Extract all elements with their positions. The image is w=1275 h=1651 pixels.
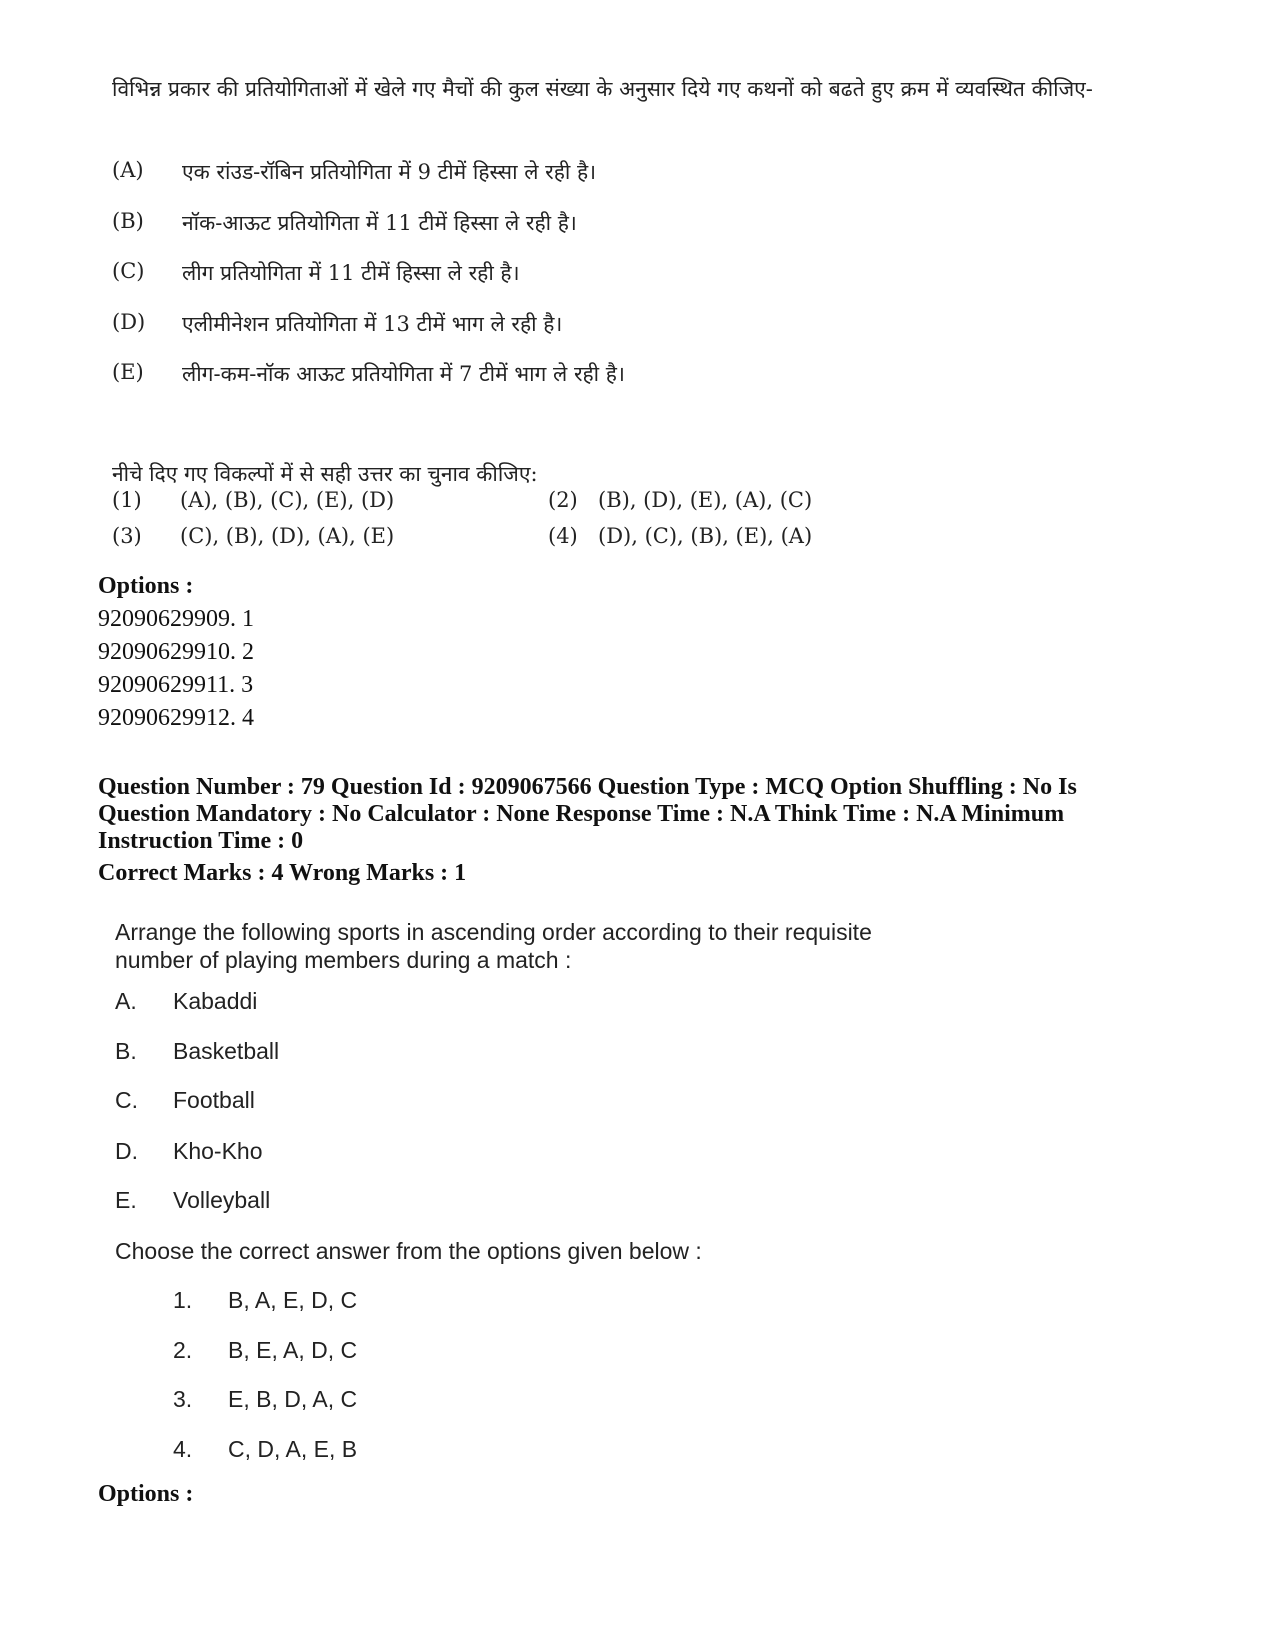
statement-label: (A) <box>112 158 144 182</box>
statement-text: एलीमीनेशन प्रतियोगिता में 13 टीमें भाग ले रही है। <box>182 312 563 336</box>
statement-label: B. <box>115 1038 137 1064</box>
statement-text: Basketball <box>173 1038 280 1064</box>
statement-text: नॉक-आऊट प्रतियोगिता में 11 टीमें हिस्सा ले रही है। <box>182 211 577 235</box>
answer-text: E, B, D, A, C <box>228 1386 358 1412</box>
hindi-answer-3 <box>112 524 394 548</box>
english-statement-b <box>115 1038 279 1065</box>
statement-label: (E) <box>112 360 144 384</box>
hindi-choose-instruction: नीचे दिए गए विकल्पों में से सही उत्तर का चुनाव कीजिए: <box>112 462 538 486</box>
statement-label: E. <box>115 1187 137 1213</box>
options-heading: Options : <box>98 1481 194 1507</box>
question-meta-line: Question Number : 79 Question Id : 9209067566 Question Type : MCQ Option Shuffling : No Is <box>98 774 1077 800</box>
answer-text: B, E, A, D, C <box>228 1337 358 1363</box>
statement-label: (B) <box>112 209 144 233</box>
english-statement-d <box>115 1138 263 1165</box>
option-item: 92090629911. 3 <box>98 672 254 698</box>
english-answer-3 <box>173 1386 357 1413</box>
statement-text: एक रांउड-रॉबिन प्रतियोगिता में 9 टीमें हिस्सा ले रही है। <box>182 160 597 184</box>
answer-text: (C), (B), (D), (A), (E) <box>180 524 395 548</box>
hindi-answer-4 <box>548 524 812 548</box>
statement-label: A. <box>115 988 137 1014</box>
option-item: 92090629909. 1 <box>98 606 254 632</box>
hindi-question <box>112 72 1112 548</box>
stem-line: Arrange the following sports in ascending order according to their requisite <box>115 919 872 945</box>
english-answer-4 <box>173 1436 357 1463</box>
statement-text: Kabaddi <box>173 988 258 1014</box>
hindi-answer-1 <box>112 488 394 512</box>
answer-number: (1) <box>112 488 142 512</box>
stem-line: number of playing members during a match : <box>115 947 572 973</box>
statement-text: Kho-Kho <box>173 1138 263 1164</box>
answer-number: 2. <box>173 1337 193 1363</box>
answer-number: 1. <box>173 1287 193 1313</box>
question-meta <box>98 774 1077 887</box>
english-choose-instruction: Choose the correct answer from the options given below : <box>115 1238 702 1264</box>
hindi-question-stem: विभिन्न प्रकार की प्रतियोगिताओं में खेले गए मैचों की कुल संख्या के अनुसार दिये गए कथनों को बढते हुए क्रम में व्यवस्थित कीजिए- <box>112 77 1093 101</box>
english-statement-e <box>115 1187 270 1214</box>
question-meta-line: Question Mandatory : No Calculator : None Response Time : N.A Think Time : N.A Minimum <box>98 801 1065 827</box>
answer-text: B, A, E, D, C <box>228 1287 358 1313</box>
statement-label: (D) <box>112 310 146 334</box>
answer-number: (3) <box>112 524 142 548</box>
statement-label: C. <box>115 1087 138 1113</box>
answer-number: 4. <box>173 1436 193 1462</box>
answer-number: (2) <box>548 488 578 512</box>
option-item: 92090629912. 4 <box>98 705 254 731</box>
english-statement-a <box>115 988 257 1015</box>
answer-text: (D), (C), (B), (E), (A) <box>598 524 813 548</box>
english-statement-c <box>115 1087 255 1114</box>
question-marks: Correct Marks : 4 Wrong Marks : 1 <box>98 860 467 886</box>
statement-text: लीग प्रतियोगिता में 11 टीमें हिस्सा ले रही है। <box>182 261 520 285</box>
statement-label: D. <box>115 1138 138 1164</box>
hindi-answer-2 <box>548 488 812 512</box>
answer-text: C, D, A, E, B <box>228 1436 358 1462</box>
statement-text: Volleyball <box>173 1187 271 1213</box>
answer-number: 3. <box>173 1386 193 1412</box>
statement-text: Football <box>173 1087 255 1113</box>
statement-label: (C) <box>112 259 145 283</box>
answer-number: (4) <box>548 524 578 548</box>
answer-text: (A), (B), (C), (E), (D) <box>180 488 395 512</box>
english-answer-2 <box>173 1337 357 1364</box>
option-item: 92090629910. 2 <box>98 639 254 665</box>
answer-text: (B), (D), (E), (A), (C) <box>598 488 813 512</box>
options-heading: Options : <box>98 573 194 599</box>
english-answer-1 <box>173 1287 357 1314</box>
english-question-stem <box>115 918 1015 974</box>
question-meta-line: Instruction Time : 0 <box>98 828 304 854</box>
options-block <box>98 570 254 735</box>
statement-text: लीग-कम-नॉक आऊट प्रतियोगिता में 7 टीमें भाग ले रही है। <box>182 362 625 386</box>
